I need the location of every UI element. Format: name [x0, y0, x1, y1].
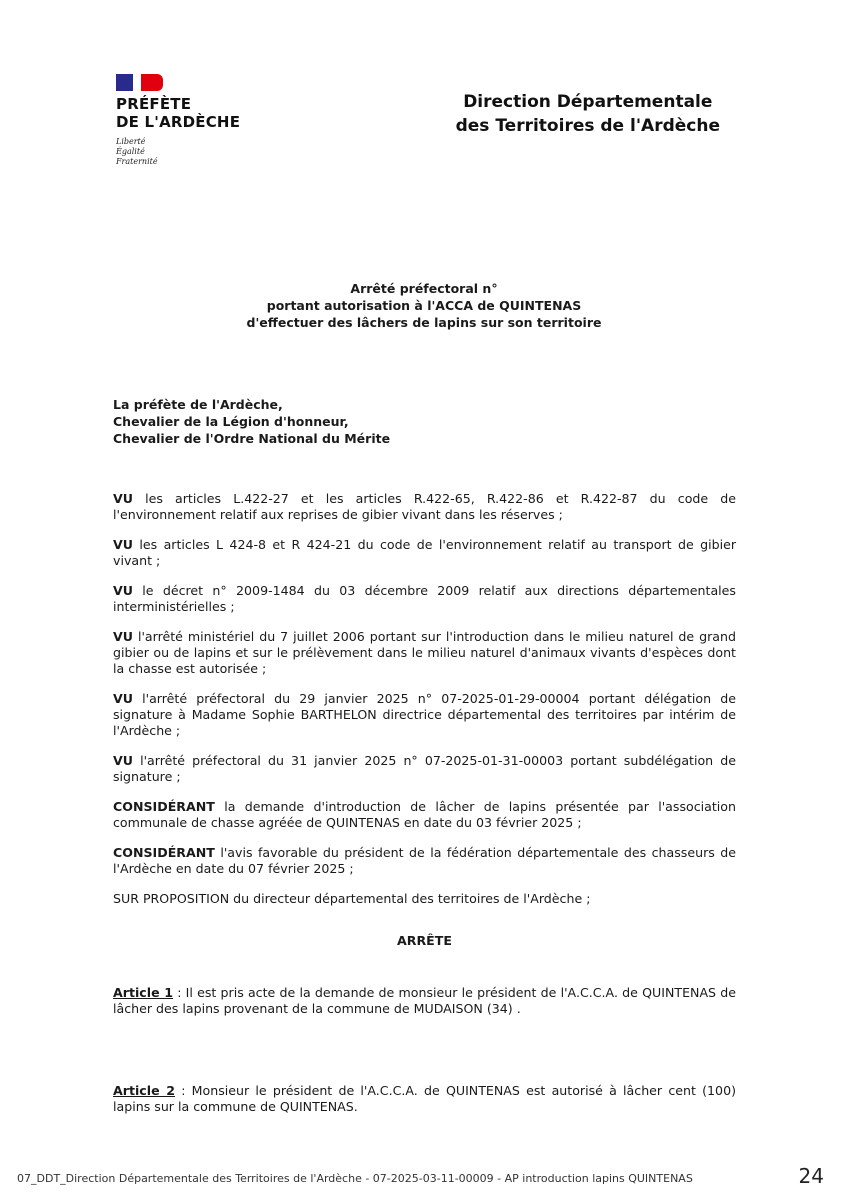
consideration-keyword: VU: [113, 491, 133, 506]
title-line2: portant autorisation à l'ACCA de QUINTENAS: [266, 298, 582, 313]
consideration-keyword: VU: [113, 691, 133, 706]
title-line1: Arrêté préfectoral n°: [350, 281, 498, 296]
motto-liberte: Liberté: [116, 137, 146, 146]
consideration-keyword: VU: [113, 583, 133, 598]
french-flag-icon: [116, 74, 163, 91]
consideration-keyword: CONSIDÉRANT: [113, 799, 215, 814]
title-line3: d'effectuer des lâchers de lapins sur son territoire: [246, 315, 602, 330]
consideration-paragraph: [113, 629, 736, 677]
flag-red-band: [141, 74, 163, 91]
consideration-paragraph: [113, 537, 736, 569]
consideration-paragraph: [113, 691, 736, 739]
direction-line2: des Territoires de l'Ardèche: [455, 116, 720, 136]
flag-blue-band: [116, 74, 133, 91]
republic-motto: [116, 137, 256, 167]
article-text: : Il est pris acte de la demande de monsieur le président de l'A.C.C.A. de QUINTENAS de lâcher des lapins provenant de la commune de MUDAISON (34) .: [113, 985, 737, 1016]
logo-name-line1: PRÉFÈTE: [116, 95, 192, 113]
consideration-text: l'avis favorable du président de la fédération départementale des chasseurs de l'Ardèche en date du 07 février 2025 ;: [113, 845, 736, 876]
consideration-text: l'arrêté ministériel du 7 juillet 2006 portant sur l'introduction dans le milieu naturel de grand gibier ou de lapins et sur le prélèvement dans le milieu naturel d'animaux vivants d'espèces dont la chasse est autorisée ;: [113, 629, 736, 676]
signer-line1: La préfète de l'Ardèche,: [113, 397, 283, 412]
document-title: [0, 280, 848, 331]
article-paragraph: [113, 985, 736, 1017]
consideration-text: le décret n° 2009-1484 du 03 décembre 2009 relatif aux directions départementales interministérielles ;: [113, 583, 736, 614]
consideration-paragraph: [113, 845, 736, 877]
page-footer: 07_DDT_Direction Départementale des Territoires de l'Ardèche - 07-2025-03-11-00009 - AP introduction lapins QUINTENAS: [17, 1172, 693, 1185]
page-number: 24: [798, 1164, 824, 1188]
article-label: Article 1: [113, 985, 173, 1000]
article-paragraph: [113, 1083, 736, 1115]
consideration-text: l'arrêté préfectoral du 29 janvier 2025 n° 07-2025-01-29-00004 portant délégation de signature à Madame Sophie BARTHELON directrice départemental des territoires par intérim de l'Ardèche ;: [113, 691, 736, 738]
proposal-paragraph: SUR PROPOSITION du directeur départemental des territoires de l'Ardèche ;: [113, 891, 591, 906]
consideration-keyword: VU: [113, 537, 133, 552]
consideration-text: les articles L 424-8 et R 424-21 du code de l'environnement relatif au transport de gibier vivant ;: [113, 537, 736, 568]
signer-block: [113, 396, 390, 447]
flag-white-band: [133, 74, 141, 91]
consideration-keyword: CONSIDÉRANT: [113, 845, 215, 860]
prefecture-logo: [116, 74, 256, 167]
consideration-text: la demande d'introduction de lâcher de lapins présentée par l'association communale de chasse agréée de QUINTENAS en date du 03 février 2025 ;: [113, 799, 736, 830]
arrete-heading: ARRÊTE: [397, 933, 452, 948]
motto-egalite: Égalité: [116, 147, 145, 156]
consideration-text: l'arrêté préfectoral du 31 janvier 2025 n° 07-2025-01-31-00003 portant subdélégation de signature ;: [113, 753, 736, 784]
consideration-paragraph: [113, 753, 736, 785]
logo-name-line2: DE L'ARDÈCHE: [116, 113, 241, 131]
issuing-direction: [456, 90, 720, 138]
direction-line1: Direction Départementale: [463, 92, 713, 112]
article-spacer: [113, 1031, 736, 1083]
consideration-keyword: VU: [113, 753, 133, 768]
signer-line3: Chevalier de l'Ordre National du Mérite: [113, 431, 391, 446]
article-label: Article 2: [113, 1083, 175, 1098]
signer-line2: Chevalier de la Légion d'honneur,: [113, 414, 349, 429]
motto-fraternite: Fraternité: [116, 157, 158, 166]
consideration-paragraph: [113, 799, 736, 831]
consideration-keyword: VU: [113, 629, 133, 644]
document-body: [113, 491, 736, 1129]
consideration-paragraph: [113, 583, 736, 615]
article-text: : Monsieur le président de l'A.C.C.A. de QUINTENAS est autorisé à lâcher cent (100) lapins sur la commune de QUINTENAS.: [113, 1083, 736, 1114]
consideration-text: les articles L.422-27 et les articles R.422-65, R.422-86 et R.422-87 du code de l'environnement relatif aux reprises de gibier vivant dans les réserves ;: [113, 491, 736, 522]
consideration-paragraph: [113, 491, 736, 523]
